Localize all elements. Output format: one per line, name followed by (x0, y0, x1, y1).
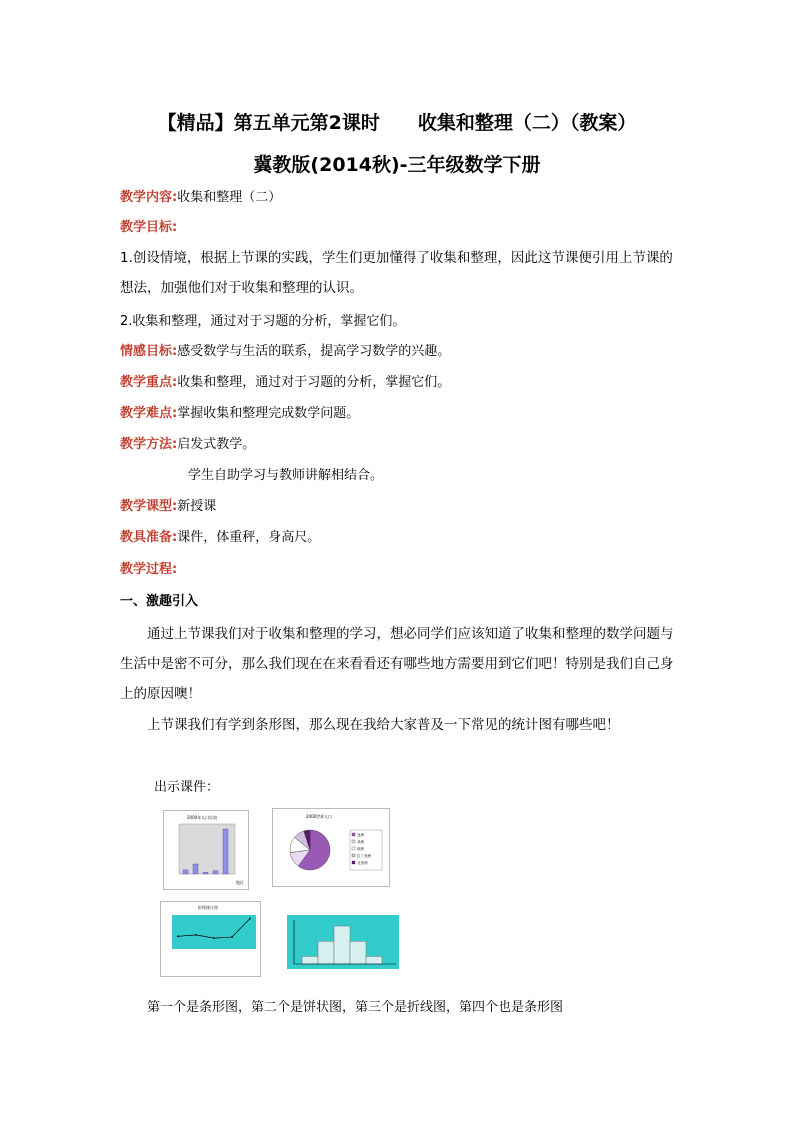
show-courseware: 出示课件： (154, 780, 220, 795)
legend-swatch (352, 833, 355, 836)
paragraph-2: 上节课我们有学到条形图，那么现在我给大家普及一下常见的统计图有哪些吧！ (147, 717, 620, 733)
label-process: 教学过程: (120, 562, 178, 577)
figure-line-chart (160, 901, 261, 977)
line-point (177, 935, 179, 937)
bar-chart-right-label: 地区 (236, 880, 244, 885)
legend-swatch (352, 854, 355, 857)
section-process (120, 561, 177, 579)
text-emotion: 感受数学与生活的联系，提高学习数学的兴趣。 (177, 344, 451, 359)
line-point (249, 918, 251, 920)
text-tools: 课件，体重秤，身高尺。 (177, 530, 321, 545)
step-1-heading: 一、激趣引入 (120, 594, 199, 609)
label-difficulty: 教学难点: (120, 406, 178, 421)
bar-chart-title: 2000年人口比较 (187, 815, 218, 820)
section-emotion (120, 343, 450, 361)
section-content (120, 189, 281, 207)
bar (193, 864, 198, 874)
text-difficulty: 掌握收集和整理完成数学问题。 (177, 406, 360, 421)
pie-chart-title: 2000世界人口 (306, 814, 333, 819)
doc-title-line2: 冀教版(2014秋)-三年级数学下册 (253, 154, 541, 176)
section-method (120, 436, 255, 454)
pie-chart-slices (290, 830, 330, 870)
text-type: 新授课 (177, 499, 217, 514)
step-bar (318, 941, 334, 964)
legend-label: 欧洲 (357, 847, 364, 851)
label-content: 教学内容: (120, 190, 178, 205)
legend-label: 非洲 (357, 840, 364, 844)
paragraph-1: 通过上节课我们对于收集和整理的学习，想必同学们应该知道了收集和整理的数学问题与生活中是密不可分，那么我们现在在来看看还有哪些地方需要用到它们吧！特别是我们自己身上的原因噢！ (120, 626, 674, 702)
step-bar (366, 956, 382, 964)
label-goals: 教学目标: (120, 220, 178, 235)
legend-swatch (352, 861, 355, 864)
label-method: 教学方法: (120, 437, 178, 452)
section-keypoint (120, 374, 450, 392)
bar (203, 872, 208, 874)
step-bar (334, 926, 350, 964)
legend-swatch (352, 840, 355, 843)
legend-label: 北美洲 (357, 861, 368, 865)
label-tools: 教具准备: (120, 530, 178, 545)
figure-step-chart (284, 912, 402, 972)
label-type: 教学课型: (120, 499, 178, 514)
section-tools (120, 529, 320, 547)
bar (183, 870, 188, 874)
label-emotion: 情感目标: (120, 344, 178, 359)
line-point (195, 934, 197, 936)
line-point (213, 937, 215, 939)
text-content: 收集和整理（二） (177, 190, 282, 205)
legend-label: 拉丁美洲 (357, 854, 371, 858)
figure-bar-chart (163, 810, 249, 890)
legend-label: 亚洲 (357, 833, 364, 837)
line-chart-title: 折线统计图 (198, 905, 218, 910)
bar (213, 871, 218, 874)
step-bar (350, 941, 366, 964)
figure-pie-chart (272, 808, 390, 887)
text-method: 启发式教学。 (177, 437, 256, 452)
section-goals (120, 219, 177, 237)
line-chart-plot (172, 915, 256, 949)
doc-title-line1: 【精品】第五单元第2课时 收集和整理（二）（教案） (157, 112, 637, 134)
figures-caption: 第一个是条形图，第二个是饼状图，第三个是折线图，第四个也是条形图 (147, 1000, 564, 1015)
step-bar (302, 956, 318, 964)
section-type (120, 498, 216, 516)
goal-1: 1.创设情境，根据上节课的实践，学生们更加懂得了收集和整理，因此这节课便引用上节课的想法，加强他们对于收集和整理的认识。 (120, 250, 673, 296)
line-point (231, 936, 233, 938)
label-keypoint: 教学重点: (120, 375, 178, 390)
bar (223, 829, 228, 874)
goal-2: 2.收集和整理，通过对于习题的分析，掌握它们。 (120, 314, 406, 329)
text-keypoint: 收集和整理，通过对于习题的分析，掌握它们。 (177, 375, 451, 390)
section-difficulty (120, 405, 359, 423)
legend-swatch (352, 847, 355, 850)
text-method-2: 学生自助学习与教师讲解相结合。 (188, 468, 384, 483)
